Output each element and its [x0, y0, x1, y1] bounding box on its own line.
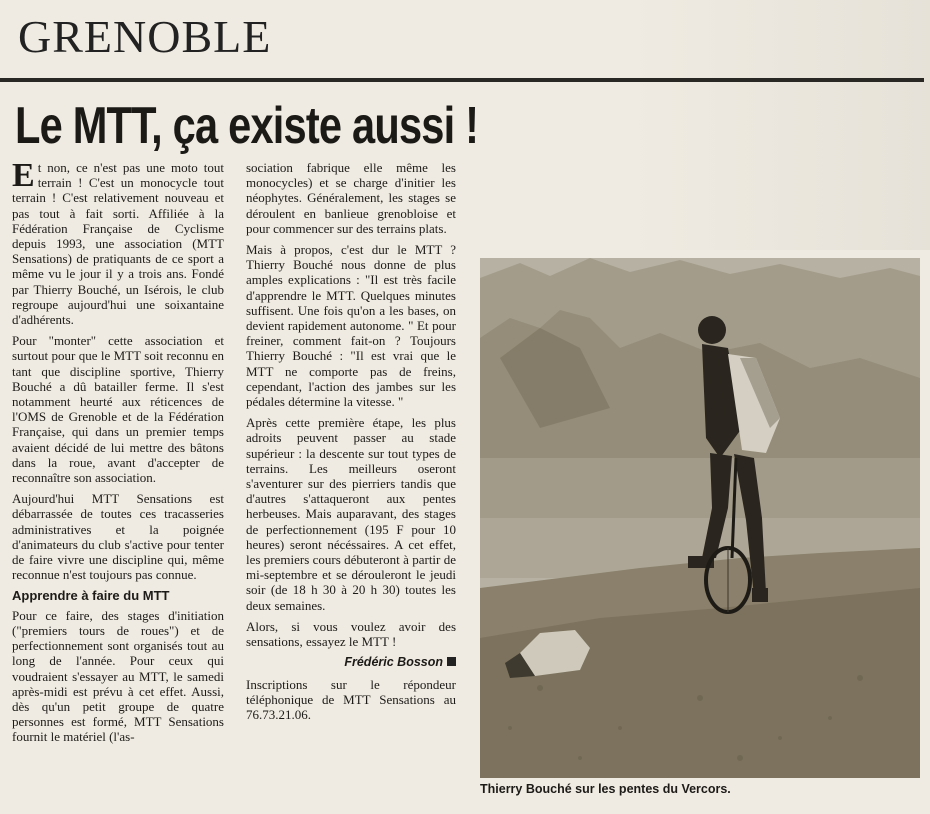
paragraph: Inscriptions sur le répondeur téléphonique de MTT Sensations au 76.73.21.06.	[246, 676, 456, 722]
author-signature: Frédéric Bosson	[246, 655, 456, 670]
drop-cap: E	[12, 157, 35, 194]
paragraph: sociation fabrique elle même les monocycles) et se charge d'initier les néophytes. Généralement, les stages se déroulent en banlieue grenobloise et pour commencer sur des terrains plats.	[246, 160, 456, 236]
photo-illustration	[480, 258, 920, 778]
section-title: GRENOBLE	[18, 11, 272, 62]
section-rule	[0, 78, 924, 82]
end-mark-icon	[447, 657, 456, 666]
paragraph: Mais à propos, c'est dur le MTT ? Thierry Bouché nous donne de plus amples explications : "Il est très facile d'apprendre le MTT. Quelques minutes suffisent. Une fois qu'on a les bases, on devient rapidement autonome. " Et pour freiner, comment fait-on ? Toujours Thierry Bouché : "Il est vrai que le MTT ne comporte pas de freins, cependant, l'action des jambes sur les pédales détermine la vitesse. "	[246, 242, 456, 410]
subheading: Apprendre à faire du MTT	[12, 588, 170, 604]
unicycle-photo	[480, 258, 920, 778]
paragraph: Et non, ce n'est pas une moto tout terrain ! C'est un monocycle tout terrain ! C'est relativement nouveau et pas tout à fait sorti. Affiliée à la Fédération Française de Cyclisme depuis 1993, une association (MTT Sensations) de pratiquants de ce sport a même vu le jour il y a trois ans. Fondé par Thierry Bouché, un Isérois, le club regroupe aujourd'hui une soixantaine d'adhérents.	[12, 157, 224, 328]
faded-adjacent-page	[630, 0, 930, 250]
paragraph: Après cette première étape, les plus adroits peuvent passer au stade supérieur : la descente sur tout types de terrains. Les meilleurs oseront s'aventurer sur des pierriers tandis que d'autres s'attaqueront aux pentes herbeuses. Mais auparavant, des stages de perfectionnement (195 F pour 10 heures) seront nécéssaires. A cet effet, les premiers cours débuteront à partir de mi-septembre et se dérouleront le jeudi soir (de 18 h 30 à 20 h 30) toutes les deux semaines.	[246, 415, 456, 613]
paragraph: Alors, si vous voulez avoir des sensations, essayez le MTT !	[246, 618, 456, 650]
article-column-2	[246, 160, 456, 728]
paragraph: Aujourd'hui MTT Sensations est débarrassée de toutes ces tracasseries administratives et la poignée d'animateurs du club s'active pour tenter de faire vivre une discipline qui, même reconnue n'est toujours pas connue.	[12, 491, 224, 583]
paragraph: Pour "monter" cette association et surtout pour que le MTT soit reconnu en tant que discipline sportive, Thierry Bouché a dû batailler ferme. Il s'est notamment heurté aux réticences de l'OMS de Grenoble et de la Fédération Française, qui dans un premier temps avaient décidé de lui mettre des bâtons dans la roue, avant d'accepter de reconnaître son association.	[12, 333, 224, 486]
headline: Le MTT, ça existe aussi !	[15, 97, 479, 155]
article-column-1	[12, 157, 224, 751]
paragraph: Pour ce faire, des stages d'initiation ("premiers tours de roues") et de perfectionnement sont organisés tout au long de l'année. Pour ceux qui voudraient s'essayer au MTT, le samedi après-midi est prévu à cet effet. Aussi, dès qu'un petit groupe de quatre personnes est formé, MTT Sensations fournit le matériel (l'as-	[12, 607, 224, 745]
photo-caption: Thierry Bouché sur les pentes du Vercors.	[480, 782, 731, 796]
